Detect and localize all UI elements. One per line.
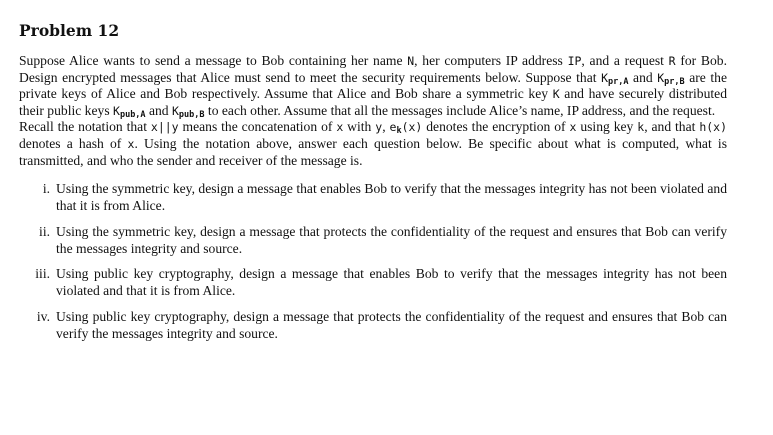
enc-base: e [389,120,397,135]
notation-var-y: y [375,120,383,135]
notation-text: denotes a hash of [19,135,128,151]
intro-text: to each other. Assume that all the messages include Alice’s name, IP address, and the request. [204,102,716,118]
notation-var-x: x [336,120,344,135]
notation-text: means the concatenation of [178,119,337,135]
question-text: Using the symmetric key, design a message that enables Bob to verify that the messages integrity has not been violated and that it is from Alice. [56,181,727,213]
notation-hash: h(x) [699,120,728,135]
question-item [19,309,727,343]
key-subscript: pr,B [664,76,685,87]
question-marker: i. [42,181,50,197]
notation-paragraph [19,119,727,169]
notation-text: Recall the notation that [19,119,151,135]
key-base: K [113,103,120,118]
question-marker: iii. [35,266,50,282]
key-subscript: pub,A [119,109,146,120]
question-text: Using the symmetric key, design a message that protects the confidentiality of the request and ensures that Bob can verify the messages integrity and source. [56,223,727,256]
notation-text: , [382,119,390,135]
question-item [19,181,727,215]
notation-var-k: k [637,120,645,135]
key-private-bob [657,71,684,85]
key-public-alice [113,104,146,118]
question-text: Using public key cryptography, design a message that enables Bob to verify that the messages integrity has not been violated and that it is from Alice. [56,266,727,299]
notation-var-x: x [127,136,135,151]
key-base: K [601,70,608,85]
question-text: Using public key cryptography, design a message that protects the confidentiality of the request and ensures that Bob can verify the messages integrity and source. [56,308,727,341]
enc-subscript: k [396,126,402,137]
intro-text: and have securely distributed their public keys [19,86,727,118]
intro-text: are the private keys of Alice and Bob respectively. Assume that Alice and Bob share a symmetric key [19,69,727,102]
intro-text: and [145,102,172,118]
notation-text: using key [576,119,638,135]
var-request: R [668,54,676,68]
intro-text: Suppose Alice wants to send a message to Bob containing her name [19,53,408,68]
key-public-bob [172,104,205,118]
intro-text: and [628,69,658,85]
key-private-alice [601,71,628,85]
var-symmetric-key: K [552,87,560,102]
key-subscript: pub,B [178,109,205,120]
var-ip: IP [567,54,582,68]
key-base: K [657,70,665,85]
question-list [19,181,727,342]
intro-text: , her computers IP address [414,53,568,68]
question-item [19,266,727,300]
notation-var-x: x [569,120,577,135]
notation-text: with [343,119,376,135]
notation-text: . Using the notation above, answer each question below. Be specific about what is computed, what is transmitted, and who the sender and receiver of the message is. [19,135,727,168]
key-subscript: pr,A [608,76,629,87]
problem-page [19,20,727,352]
question-item [19,224,727,258]
var-name: N [407,54,415,68]
notation-text: , and that [644,119,700,135]
intro-text: for Bob. Design encrypted messages that Alice must send to meet the security requirements below. Suppose that [19,53,727,85]
notation-text: denotes the encryption of [422,119,570,135]
question-marker: ii. [39,223,50,239]
notation-concat: x||y [150,120,179,135]
question-marker: iv. [36,308,50,324]
problem-intro-paragraph [19,53,727,119]
key-base: K [171,103,179,118]
intro-text: , and a request [581,53,669,68]
notation-encryption [389,120,423,137]
problem-title: Problem 12 [19,21,120,40]
enc-arg: (x) [401,120,423,135]
